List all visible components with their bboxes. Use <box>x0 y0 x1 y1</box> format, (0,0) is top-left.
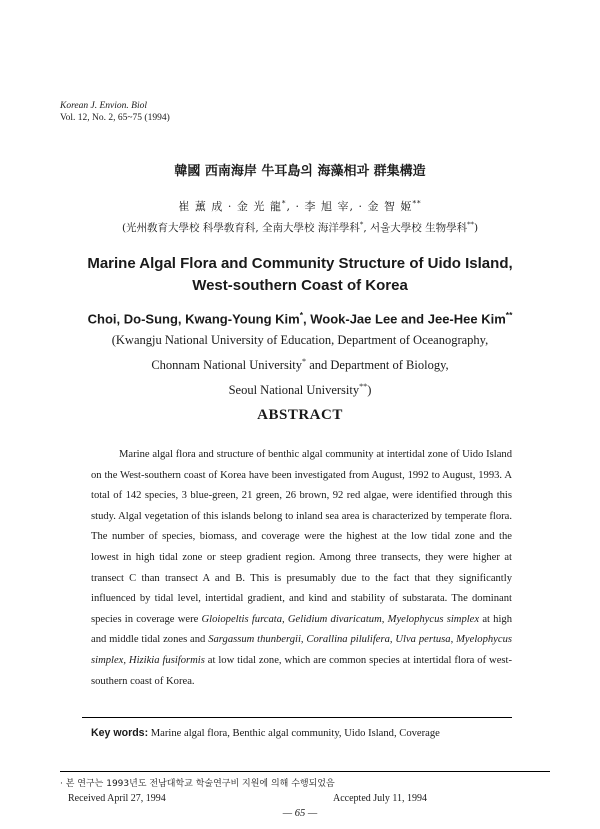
korean-author-3: 李 旭 宰 <box>304 200 350 213</box>
title-line-2: West-southern Coast of Korea <box>192 277 408 294</box>
affiliation-line-2: Chonnam National University* and Department of Biology, <box>151 357 449 373</box>
abstract-body <box>91 445 512 692</box>
keywords <box>91 727 440 739</box>
authors: Choi, Do-Sung, Kwang-Young Kim*, Wook-Jae Lee and Jee-Hee Kim** <box>87 310 513 327</box>
footnote-rule <box>60 771 550 772</box>
abstract-paragraph: Marine algal flora and structure of benthic algal community at intertidal zone of Uido Island on the West-southern coast of Korea have been investigated from August, 1992 to August, 1993. A total of 142 species, 3 blue-green, 21 green, 26 brown, 92 red algae, were identified through this study. Algal vegetation of this islands belong to inland sea area is characterized by temperate flora. The number of species, biomass, and coverage were the highest at the low tidal zone and the lowest in high tidal zone or steep gradient region. Among three transects, they were higher at transect C than transect A and B. This is presumably due to the fact that they significantly influenced by tidal level, intertidal gradient, and kind and stability of substarata. The dominant species in coverage were Gloiopeltis furcata, Gelidium divaricatum, Myelophycus simplex at high and middle tidal zones and Sargassum thunbergii, Corallina pilulifera, Ulva pertusa, Myelophycus simplex, Hizikia fusiformis at low tidal zone, which are common species at intertidal flora of west-southern coast of Korea. <box>91 449 513 687</box>
korean-authors: 崔 薰 成 · 金 光 龍*, · 李 旭 宰, · 金 智 姬** <box>178 198 422 213</box>
species-list-high: Gloiopeltis furcata, Gelidium divaricatum, Myelophycus simplex <box>201 613 480 625</box>
received-date: Received April 27, 1994 <box>68 793 166 804</box>
accepted-date: Accepted July 11, 1994 <box>333 793 428 804</box>
journal-name: Korean J. Envion. Biol <box>60 101 147 111</box>
korean-title: 韓國 西南海岸 牛耳島의 海藻相과 群集構造 <box>174 164 426 179</box>
volume-info: Vol. 12, No. 2, 65~75 (1994) <box>60 113 170 123</box>
keywords-label: Key words: <box>91 727 149 739</box>
affiliations <box>0 330 600 401</box>
page-number: — 65 — <box>282 808 318 819</box>
korean-author-2: 金 光 龍 <box>236 200 282 213</box>
affiliation-line-1: (Kwangju National University of Education, Department of Oceanography, <box>111 333 489 347</box>
funding-footnote: · 본 연구는 1993년도 전남대학교 학술연구비 지원에 의해 수행되었음 <box>60 779 335 789</box>
paper-title <box>0 253 600 297</box>
keywords-text: Marine algal flora, Benthic algal community, Uido Island, Coverage <box>148 728 440 739</box>
abstract-heading: ABSTRACT <box>257 407 343 423</box>
korean-author-1: 崔 薰 成 <box>178 200 224 213</box>
korean-affiliation: (光州敎育大學校 科學敎育科, 全南大學校 海洋學科*, 서울大學校 生物學科**) <box>121 220 479 234</box>
title-line-1: Marine Algal Flora and Community Structure of Uido Island, <box>87 255 513 272</box>
divider-rule <box>82 717 512 718</box>
korean-author-4: 金 智 姬 <box>367 200 413 213</box>
species-list-low: Sargassum thunbergii, Corallina pilulifera, Ulva pertusa, Myelophycus simplex, Hizikia fusiformis <box>91 634 512 666</box>
affiliation-line-3: Seoul National University**) <box>228 382 372 398</box>
